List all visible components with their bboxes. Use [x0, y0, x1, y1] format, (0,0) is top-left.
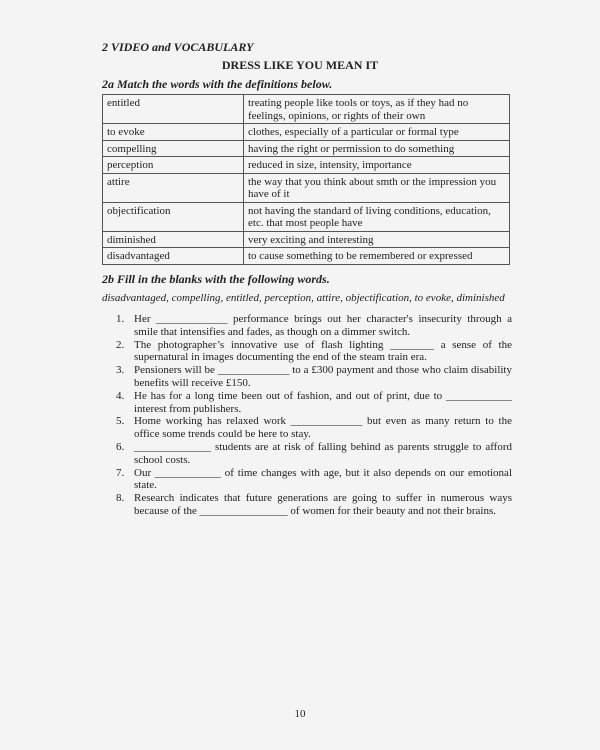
item-number: 8.: [116, 492, 125, 505]
table-row: [103, 124, 510, 141]
vocab-definition: the way that you think about smth or the impression you have of it: [244, 173, 510, 202]
list-item: [0, 390, 512, 416]
item-number: 4.: [116, 389, 125, 402]
vocab-definition: treating people like tools or toys, as if they had no feelings, opinions, or rights of their own: [244, 95, 510, 124]
table-row: [103, 95, 510, 124]
table-row: [103, 248, 510, 265]
item-number: 6.: [116, 440, 125, 453]
list-item: [0, 339, 512, 365]
page-title: DRESS LIKE YOU MEAN IT: [221, 58, 379, 72]
table-row: [103, 231, 510, 248]
vocab-word: compelling: [103, 140, 244, 157]
vocab-word: disadvantaged: [103, 248, 244, 265]
item-text: Home working has relaxed work _____________ but even as many return to the office some trends could be here to stay.: [134, 415, 512, 441]
vocab-definition: very exciting and interesting: [244, 231, 510, 248]
item-number: 5.: [116, 415, 125, 428]
vocab-definition: clothes, especially of a particular or formal type: [244, 124, 510, 141]
item-text: The photographer’s innovative use of flash lighting ________ a sense of the supernatural in images documenting the end of the steam train era.: [134, 338, 512, 364]
vocab-definition: having the right or permission to do something: [244, 140, 510, 157]
list-item: [0, 313, 512, 339]
item-number: 7.: [116, 466, 125, 479]
item-text: Our ____________ of time changes with age, but it also depends on our emotional state.: [134, 466, 512, 492]
table-row: [103, 140, 510, 157]
vocab-definition: not having the standard of living conditions, education, etc. that most people have: [244, 202, 510, 231]
item-text: Research indicates that future generations are going to suffer in numerous ways because of the ________________ of women for their beauty and not their brains.: [134, 492, 512, 517]
page-number: 10: [294, 708, 306, 720]
list-item: [0, 467, 512, 493]
vocab-definition: reduced in size, intensity, importance: [244, 157, 510, 174]
vocab-word: perception: [103, 157, 244, 174]
task-a-heading: 2a Match the words with the definitions below.: [102, 77, 333, 91]
list-item: [0, 492, 512, 518]
item-number: 2.: [116, 338, 125, 351]
exercise-list: [0, 313, 512, 518]
item-text: Her _____________ performance brings out her character's insecurity through a smile that intensifies and fades, as though on a dimmer switch.: [134, 313, 512, 338]
vocab-word: objectification: [103, 202, 244, 231]
vocab-word: entitled: [103, 95, 244, 124]
list-item: [0, 364, 512, 390]
list-item: [0, 415, 512, 441]
vocabulary-table: [102, 94, 510, 265]
item-text: Pensioners will be _____________ to a £300 payment and those who claim disability benefits will receive £150.: [134, 364, 512, 389]
vocab-word: diminished: [103, 231, 244, 248]
vocab-word: attire: [103, 173, 244, 202]
item-number: 3.: [116, 364, 125, 377]
table-row: [103, 173, 510, 202]
task-b-heading: 2b Fill in the blanks with the following words.: [102, 272, 330, 286]
vocab-word: to evoke: [103, 124, 244, 141]
item-number: 1.: [116, 313, 125, 325]
item-text: ______________ students are at risk of falling behind as parents struggle to afford school costs.: [134, 440, 512, 466]
word-list: disadvantaged, compelling, entitled, perception, attire, objectification, to evoke, diminished: [102, 292, 505, 304]
table-row: [103, 202, 510, 231]
section-heading: 2 VIDEO and VOCABULARY: [102, 40, 254, 54]
item-text: He has for a long time been out of fashion, and out of print, due to ____________ interest from publishers.: [134, 389, 512, 415]
list-item: [0, 441, 512, 467]
vocab-definition: to cause something to be remembered or expressed: [244, 248, 510, 265]
table-row: [103, 157, 510, 174]
